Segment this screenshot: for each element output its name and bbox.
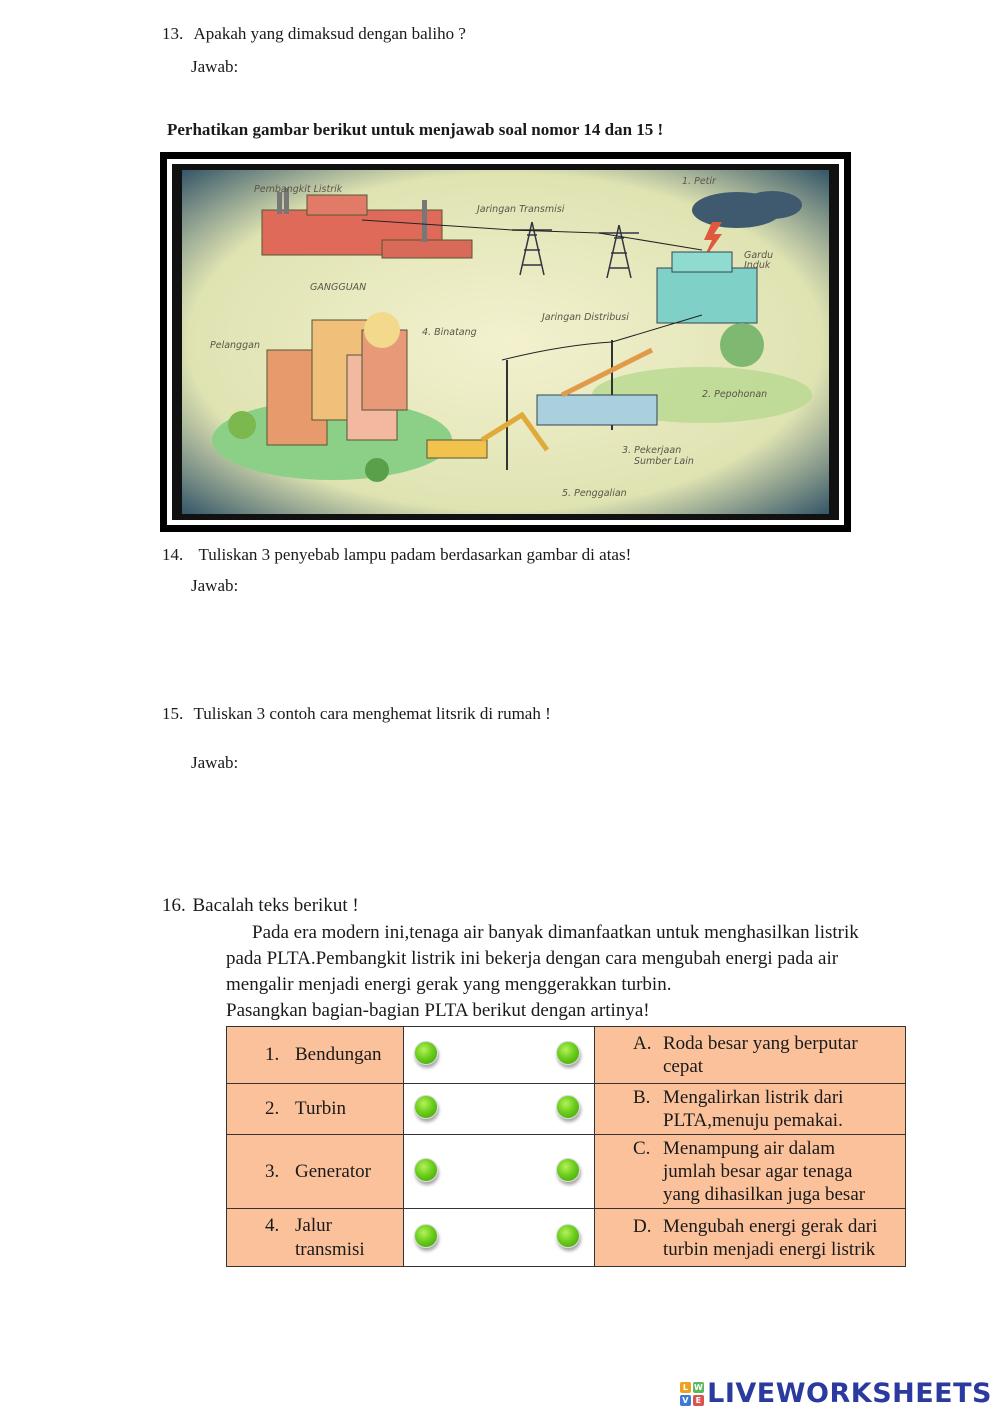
passage [226,920,916,1024]
definition-line: Menampung air dalam [663,1138,836,1159]
table-row [227,1209,906,1267]
term-cell [227,1135,404,1209]
definition-line: PLTA,menuju pemakai. [663,1110,843,1131]
match-dot-right[interactable] [556,1041,580,1065]
question-14 [162,545,631,565]
term-cell [227,1084,404,1135]
logo-badge-letter: W [693,1382,704,1392]
term-number: 1. [265,1044,280,1065]
definition-letter: D. [633,1215,652,1237]
question-text: Tuliskan 3 contoh cara menghemat litsrik di rumah ! [193,704,551,723]
term-number: 3. [265,1160,280,1182]
answer-label-14: Jawab: [191,576,239,595]
match-dot-left[interactable] [414,1224,438,1248]
term-cell [227,1027,404,1084]
term-number: 2. [265,1098,280,1119]
definition-line: Roda besar yang berputar [663,1033,858,1054]
term-label: Turbin [295,1098,347,1119]
question-15 [162,704,551,724]
definition-cell [595,1209,906,1267]
passage-line: pada PLTA.Pembangkit listrik ini bekerja dengan cara mengubah energi pada air [226,948,839,969]
question-number: 16. [162,895,186,916]
definition-cell [595,1135,906,1209]
definition-letter: C. [633,1138,651,1159]
passage-line: Pada era modern ini,tenaga air banyak dimanfaatkan untuk menghasilkan listrik [252,922,859,943]
definition-cell [595,1084,906,1135]
label-lightning: 1. Petir [682,176,716,187]
connector-cell [404,1209,595,1267]
match-dot-right[interactable] [556,1158,580,1182]
logo-badge-letter: E [693,1395,704,1406]
label-digging: 5. Penggalian [562,488,627,499]
question-heading: Bacalah teks berikut ! [192,895,359,916]
question-text: Apakah yang dimaksud dengan baliho ? [193,24,466,43]
match-dot-left[interactable] [414,1158,438,1182]
matching-instruction: Pasangkan bagian-bagian PLTA berikut dengan artinya! [226,1000,650,1021]
question-13 [162,24,466,44]
definition-line: cepat [663,1056,704,1077]
label-substation-2: Induk [744,260,771,271]
logo-badge-letter: L [680,1382,691,1393]
connector-cell [404,1027,595,1084]
answer-label-13: Jawab: [191,57,239,76]
question-number: 14. [162,545,184,564]
definition-letter: A. [633,1033,652,1054]
question-number: 15. [162,704,184,723]
term-label: Jalur [295,1214,332,1236]
definition-letter: B. [633,1087,651,1108]
match-dot-right[interactable] [556,1224,580,1248]
answer-label-15: Jawab: [191,753,239,772]
definition-line: turbin menjadi energi listrik [663,1238,876,1260]
image-instruction: Perhatikan gambar berikut untuk menjawab soal nomor 14 dan 15 ! [167,120,664,139]
term-number: 4. [265,1214,280,1236]
logo-badge-letter: V [680,1395,691,1406]
question-number: 13. [162,24,184,43]
table-row [227,1135,906,1209]
label-other-work-2: Sumber Lain [634,456,694,467]
match-dot-left[interactable] [414,1095,438,1119]
connector-cell [404,1084,595,1135]
match-dot-right[interactable] [556,1095,580,1119]
definition-line: Mengubah energi gerak dari [663,1215,878,1237]
label-other-work-1: 3. Pekerjaan [622,445,682,456]
question-text: Tuliskan 3 penyebab lampu padam berdasarkan gambar di atas! [198,545,632,564]
question-16 [162,895,359,917]
brand-text: LIVEWORKSHEETS [707,1378,992,1409]
term-cell [227,1209,404,1267]
label-customer: Pelanggan [210,340,260,351]
definition-line: jumlah besar agar tenaga [663,1161,853,1182]
definition-cell [595,1027,906,1084]
liveworksheets-logo [680,1378,992,1409]
definition-line: Mengalirkan listrik dari [663,1087,844,1108]
logo-badge-icon [680,1382,704,1406]
term-label: Bendungan [295,1044,382,1065]
label-power-plant: Pembangkit Listrik [254,184,343,195]
power-outage-illustration [160,152,851,532]
label-animal: 4. Binatang [422,327,477,338]
label-disturbance: GANGGUAN [310,282,367,293]
term-label: transmisi [295,1238,365,1260]
term-label: Generator [295,1160,371,1182]
label-transmission: Jaringan Transmisi [477,204,565,215]
label-substation-1: Gardu [744,250,774,261]
match-dot-left[interactable] [414,1041,438,1065]
table-row [227,1027,906,1084]
matching-table [226,1026,906,1267]
table-row [227,1084,906,1135]
connector-cell [404,1135,595,1209]
label-trees: 2. Pepohonan [702,389,768,400]
label-distribution: Jaringan Distribusi [542,312,629,323]
definition-line: yang dihasilkan juga besar [663,1184,866,1205]
passage-line: mengalir menjadi energi gerak yang menggerakkan turbin. [226,974,672,995]
